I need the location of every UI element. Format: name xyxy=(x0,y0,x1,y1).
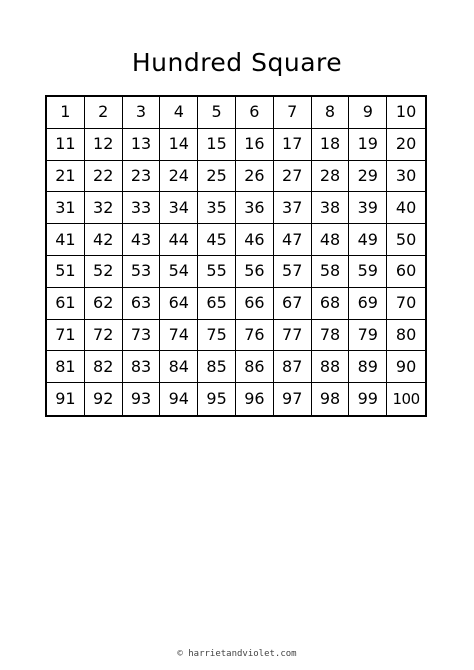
grid-cell: 24 xyxy=(160,161,198,193)
grid-cell: 62 xyxy=(85,288,123,320)
grid-cell: 73 xyxy=(123,320,161,352)
grid-cell: 69 xyxy=(349,288,387,320)
grid-cell: 27 xyxy=(274,161,312,193)
grid-cell: 49 xyxy=(349,224,387,256)
grid-cell: 44 xyxy=(160,224,198,256)
grid-cell: 45 xyxy=(198,224,236,256)
hundred-square-grid xyxy=(45,95,427,417)
grid-cell: 46 xyxy=(236,224,274,256)
grid-cell: 26 xyxy=(236,161,274,193)
grid-cell: 100 xyxy=(392,389,420,408)
grid-cell: 41 xyxy=(47,224,85,256)
grid-cell: 99 xyxy=(349,383,387,415)
grid-cell: 80 xyxy=(387,320,425,352)
grid-cell: 48 xyxy=(312,224,350,256)
grid-cell: 74 xyxy=(160,320,198,352)
grid-cell: 23 xyxy=(123,161,161,193)
grid-cell: 50 xyxy=(387,224,425,256)
grid-cell: 37 xyxy=(274,192,312,224)
grid-cell: 91 xyxy=(47,383,85,415)
grid-cell: 93 xyxy=(123,383,161,415)
grid-cell: 10 xyxy=(387,97,425,129)
grid-cell: 3 xyxy=(123,97,161,129)
grid-cell: 94 xyxy=(160,383,198,415)
grid-cell: 96 xyxy=(236,383,274,415)
grid-cell: 82 xyxy=(85,351,123,383)
grid-cell: 14 xyxy=(160,129,198,161)
page-title: Hundred Square xyxy=(131,48,343,77)
grid-cell: 52 xyxy=(85,256,123,288)
grid-cell: 17 xyxy=(274,129,312,161)
grid-cell: 66 xyxy=(236,288,274,320)
grid-cell: 79 xyxy=(349,320,387,352)
grid-cell: 58 xyxy=(312,256,350,288)
grid-cell: 35 xyxy=(198,192,236,224)
grid-cell: 83 xyxy=(123,351,161,383)
grid-cell: 39 xyxy=(349,192,387,224)
grid-cell: 89 xyxy=(349,351,387,383)
grid-cell: 1 xyxy=(47,97,85,129)
grid-cell: 47 xyxy=(274,224,312,256)
grid-cell: 42 xyxy=(85,224,123,256)
grid-cell: 54 xyxy=(160,256,198,288)
grid-cell: 53 xyxy=(123,256,161,288)
grid-cell: 92 xyxy=(85,383,123,415)
grid-cell: 57 xyxy=(274,256,312,288)
grid-cell: 7 xyxy=(274,97,312,129)
grid-cell: 40 xyxy=(387,192,425,224)
grid-cell: 20 xyxy=(387,129,425,161)
grid-cell: 95 xyxy=(198,383,236,415)
grid-cell: 25 xyxy=(198,161,236,193)
grid-cell: 6 xyxy=(236,97,274,129)
grid-cell: 55 xyxy=(198,256,236,288)
grid-cell: 13 xyxy=(123,129,161,161)
grid-cell: 86 xyxy=(236,351,274,383)
grid-cell: 77 xyxy=(274,320,312,352)
grid-cell: 9 xyxy=(349,97,387,129)
grid-cell: 64 xyxy=(160,288,198,320)
grid-cell: 5 xyxy=(198,97,236,129)
grid-cell: 16 xyxy=(236,129,274,161)
grid-cell: 43 xyxy=(123,224,161,256)
grid-cell: 60 xyxy=(387,256,425,288)
grid-cell: 63 xyxy=(123,288,161,320)
grid-cell: 84 xyxy=(160,351,198,383)
grid-cell: 18 xyxy=(312,129,350,161)
grid-cell: 59 xyxy=(349,256,387,288)
grid-cell: 78 xyxy=(312,320,350,352)
grid-cell: 36 xyxy=(236,192,274,224)
grid-cell: 11 xyxy=(47,129,85,161)
grid-cell: 88 xyxy=(312,351,350,383)
footer-copyright: © harrietandviolet.com xyxy=(177,649,297,659)
grid-cell: 22 xyxy=(85,161,123,193)
grid-cell: 56 xyxy=(236,256,274,288)
grid-cell: 67 xyxy=(274,288,312,320)
grid-cell: 32 xyxy=(85,192,123,224)
grid-cell: 33 xyxy=(123,192,161,224)
grid-cell: 15 xyxy=(198,129,236,161)
grid-cell: 97 xyxy=(274,383,312,415)
grid-cell: 12 xyxy=(85,129,123,161)
grid-cell: 98 xyxy=(312,383,350,415)
grid-cell: 81 xyxy=(47,351,85,383)
grid-cell: 87 xyxy=(274,351,312,383)
grid-cell: 71 xyxy=(47,320,85,352)
grid-cell: 19 xyxy=(349,129,387,161)
grid-cell: 68 xyxy=(312,288,350,320)
grid-cell: 38 xyxy=(312,192,350,224)
grid-cell: 21 xyxy=(47,161,85,193)
grid-cell: 90 xyxy=(387,351,425,383)
grid-cell: 76 xyxy=(236,320,274,352)
grid-cell: 34 xyxy=(160,192,198,224)
grid-cell: 72 xyxy=(85,320,123,352)
grid-cell: 29 xyxy=(349,161,387,193)
grid-cell: 61 xyxy=(47,288,85,320)
grid-cell: 75 xyxy=(198,320,236,352)
grid-cell: 51 xyxy=(47,256,85,288)
grid-cell: 85 xyxy=(198,351,236,383)
grid-cell: 8 xyxy=(312,97,350,129)
grid-cell: 4 xyxy=(160,97,198,129)
grid-cell: 70 xyxy=(387,288,425,320)
grid-cell: 65 xyxy=(198,288,236,320)
grid-cell: 2 xyxy=(85,97,123,129)
grid-cell: 28 xyxy=(312,161,350,193)
grid-cell: 31 xyxy=(47,192,85,224)
grid-cell: 30 xyxy=(387,161,425,193)
